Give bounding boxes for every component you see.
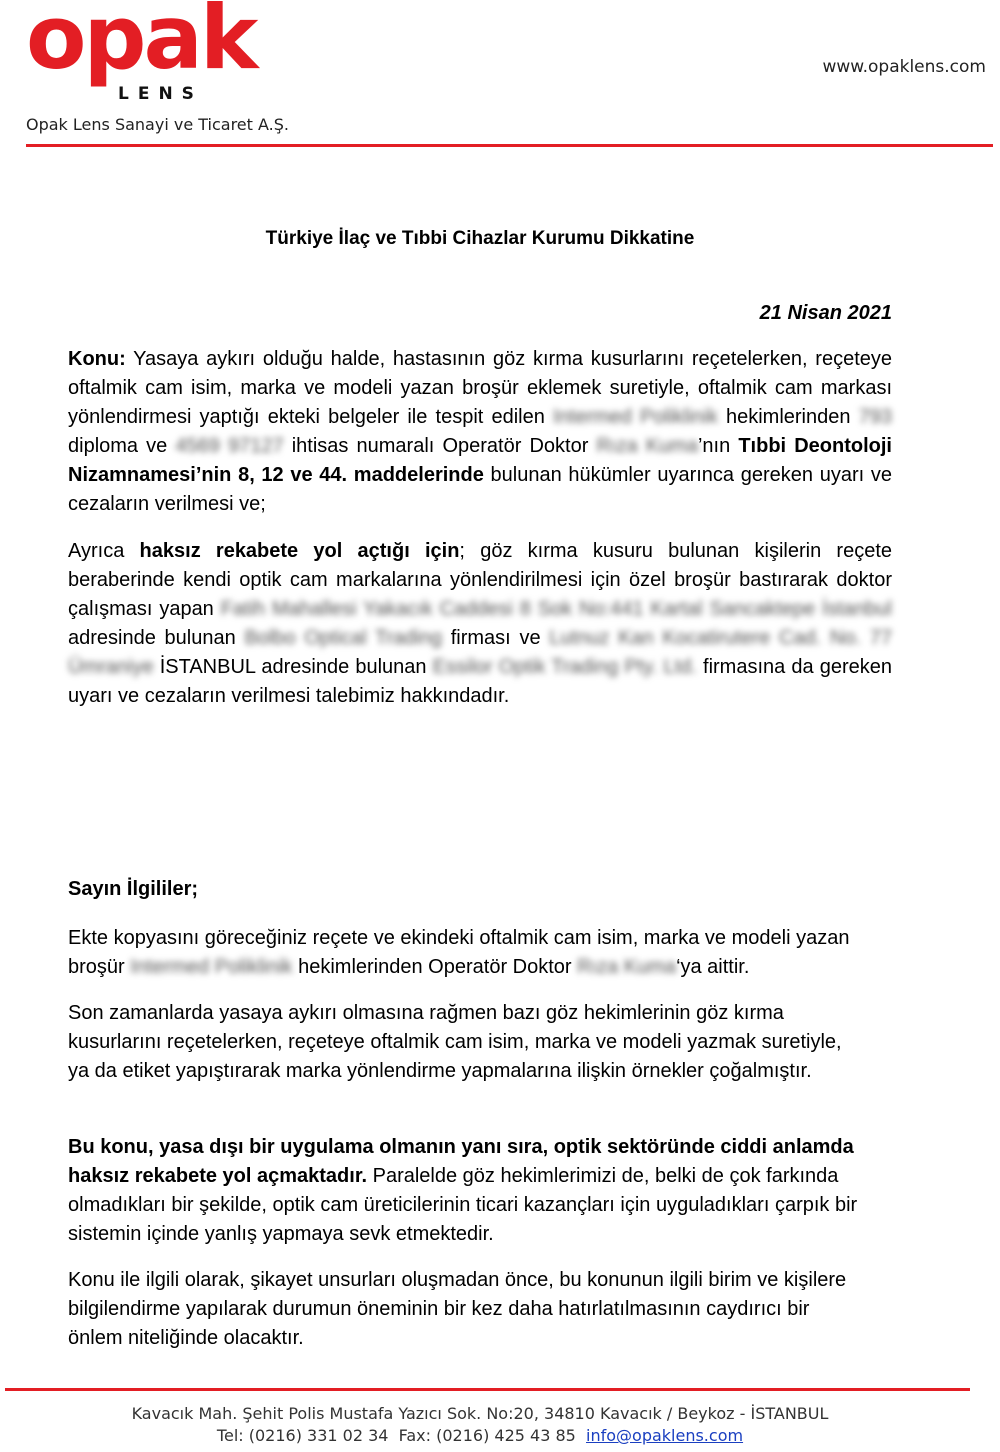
regulation-reference: Tıbbi Deontoloji Nizamnamesi’nin 8, 12 ve 44. maddelerinde [68,435,892,486]
paragraph-text: İSTANBUL adresinde bulunan [153,656,433,678]
company-name: Opak Lens Sanayi ve Ticaret A.Ş. [26,115,289,134]
redacted-company-name: Bolbo Optical Trading [244,627,443,649]
logo-wordmark: opak [26,0,256,89]
redacted-doctor-name: Rıza Kuma [596,435,698,457]
footer-contact [0,1426,960,1445]
paragraph-text: firması ve [442,627,550,649]
subject-paragraph [68,345,892,519]
emphasis-text: haksız rekabete yol açtığı için [139,540,460,562]
redacted-address: Fatih Mahallesi Yakacık Caddesi 8 Sok No:441 Kartal Sancaktepe İstanbul [220,598,892,620]
footer-fax: Fax: (0216) 425 43 85 [398,1426,576,1445]
paragraph-text: ; göz kırma kusuru bulunan kişilerin reçete beraberinde kendi optik cam markalarına yönlendirilmesi için özel broşür bastırarak doktor çalışması yapan [68,540,893,620]
closing-paragraph: Konu ile ilgili olarak, şikayet unsurları oluşmadan önce, bu konunun ilgili birim ve kişilere bilgilendirme yapılarak durumun öneminin bir kez daha hatırlatılmasının caydırıcı bir önlem niteliğinde olacaktır. [68,1269,847,1349]
document-date: 21 Nisan 2021 [759,302,892,324]
subject-label: Konu: [68,348,126,370]
redacted-address: Lutnuz Kan Kocatirutere Cad. No. 77 Ümraniye [68,627,892,678]
greeting: Sayın İlgililer; [68,878,199,900]
document-title: Türkiye İlaç ve Tıbbi Cihazlar Kurumu Dikkatine [265,228,695,249]
footer-address: Kavacık Mah. Şehit Polis Mustafa Yazıcı Sok. No:20, 34810 Kavacık / Beykoz - İSTANBUL [131,1404,829,1423]
paragraph-text: Ayrıca [68,540,140,562]
unfair-competition-paragraph [68,1133,883,1249]
website-link[interactable]: www.opaklens.com [822,57,986,77]
redacted-company-name: Essilor Optik Trading Pty. Ltd. [432,656,697,678]
redacted-doctor-name: Rıza Kuma [577,956,677,978]
paragraph-text: hekimlerinden Operatör Doktor [292,956,578,978]
emphasis-text: Bu konu, yasa dışı bir uygulama olmanın yanı sıra, optik sektöründe ciddi anlamda haksız rekabete yol açmaktadır. [68,1136,854,1187]
complaint-paragraph [68,537,892,711]
attachment-paragraph [68,924,888,982]
subject-text: ihtisas numaralı Operatör Doktor [283,435,597,457]
redacted-specialty-number: 4569 97127 [175,435,284,457]
footer-phone: Tel: (0216) 331 02 34 [216,1426,389,1445]
logo-subtext: LENS [118,84,203,104]
context-paragraph: Son zamanlarda yasaya aykırı olmasına rağmen bazı göz hekimlerinin göz kırma kusurlarını reçetelerken, reçeteye oftalmik cam isim, marka ve modeli yazmak suretiyle, ya da etiket yapıştırarak marka yönlendirme yapmalarına ilişkin örnekler çoğalmıştır. [68,1002,842,1082]
paragraph-text: ‘ya aittir. [676,956,750,978]
redacted-diploma-number: 793 [858,406,892,428]
footer-divider [5,1388,970,1391]
subject-text: Yasaya aykırı olduğu halde, hastasının göz kırma kusurlarını reçetelerken, reçeteye oftalmik cam isim, marka ve modeli yazan broşür eklemek suretiyle, oftalmik cam markası yönlendirmesi yaptığı ekteki belgeler ile tespit edilen [68,348,892,428]
footer-email-link[interactable]: info@opaklens.com [586,1426,744,1445]
paragraph-text: firmasına da gereken uyarı ve cezaların verilmesi talebimiz hakkındadır. [68,656,893,707]
redacted-clinic-name: Intermed Poliklinik [552,406,718,428]
redacted-clinic-name: Intermed Poliklinik [130,956,293,978]
subject-text: ’nın [697,435,739,457]
subject-text: diploma ve [68,435,176,457]
paragraph-text: Paralelde göz hekimlerimizi de, belki de çok farkında olmadıkları bir şekilde, optik cam üreticilerinin ticari kazançları için uyguladıkları çarpık bir sistemin içinde yanlış yapmaya sevk etmektedir. [68,1165,858,1245]
header-divider [26,144,993,147]
subject-text: bulunan hükümler uyarınca gereken uyarı ve cezaların verilmesi ve; [68,464,892,515]
paragraph-text: Ekte kopyasını göreceğiniz reçete ve ekindeki oftalmik cam isim, marka ve modeli yazan broşür [68,927,850,978]
paragraph-text: adresinde bulunan [68,627,245,649]
subject-text: hekimlerinden [717,406,859,428]
